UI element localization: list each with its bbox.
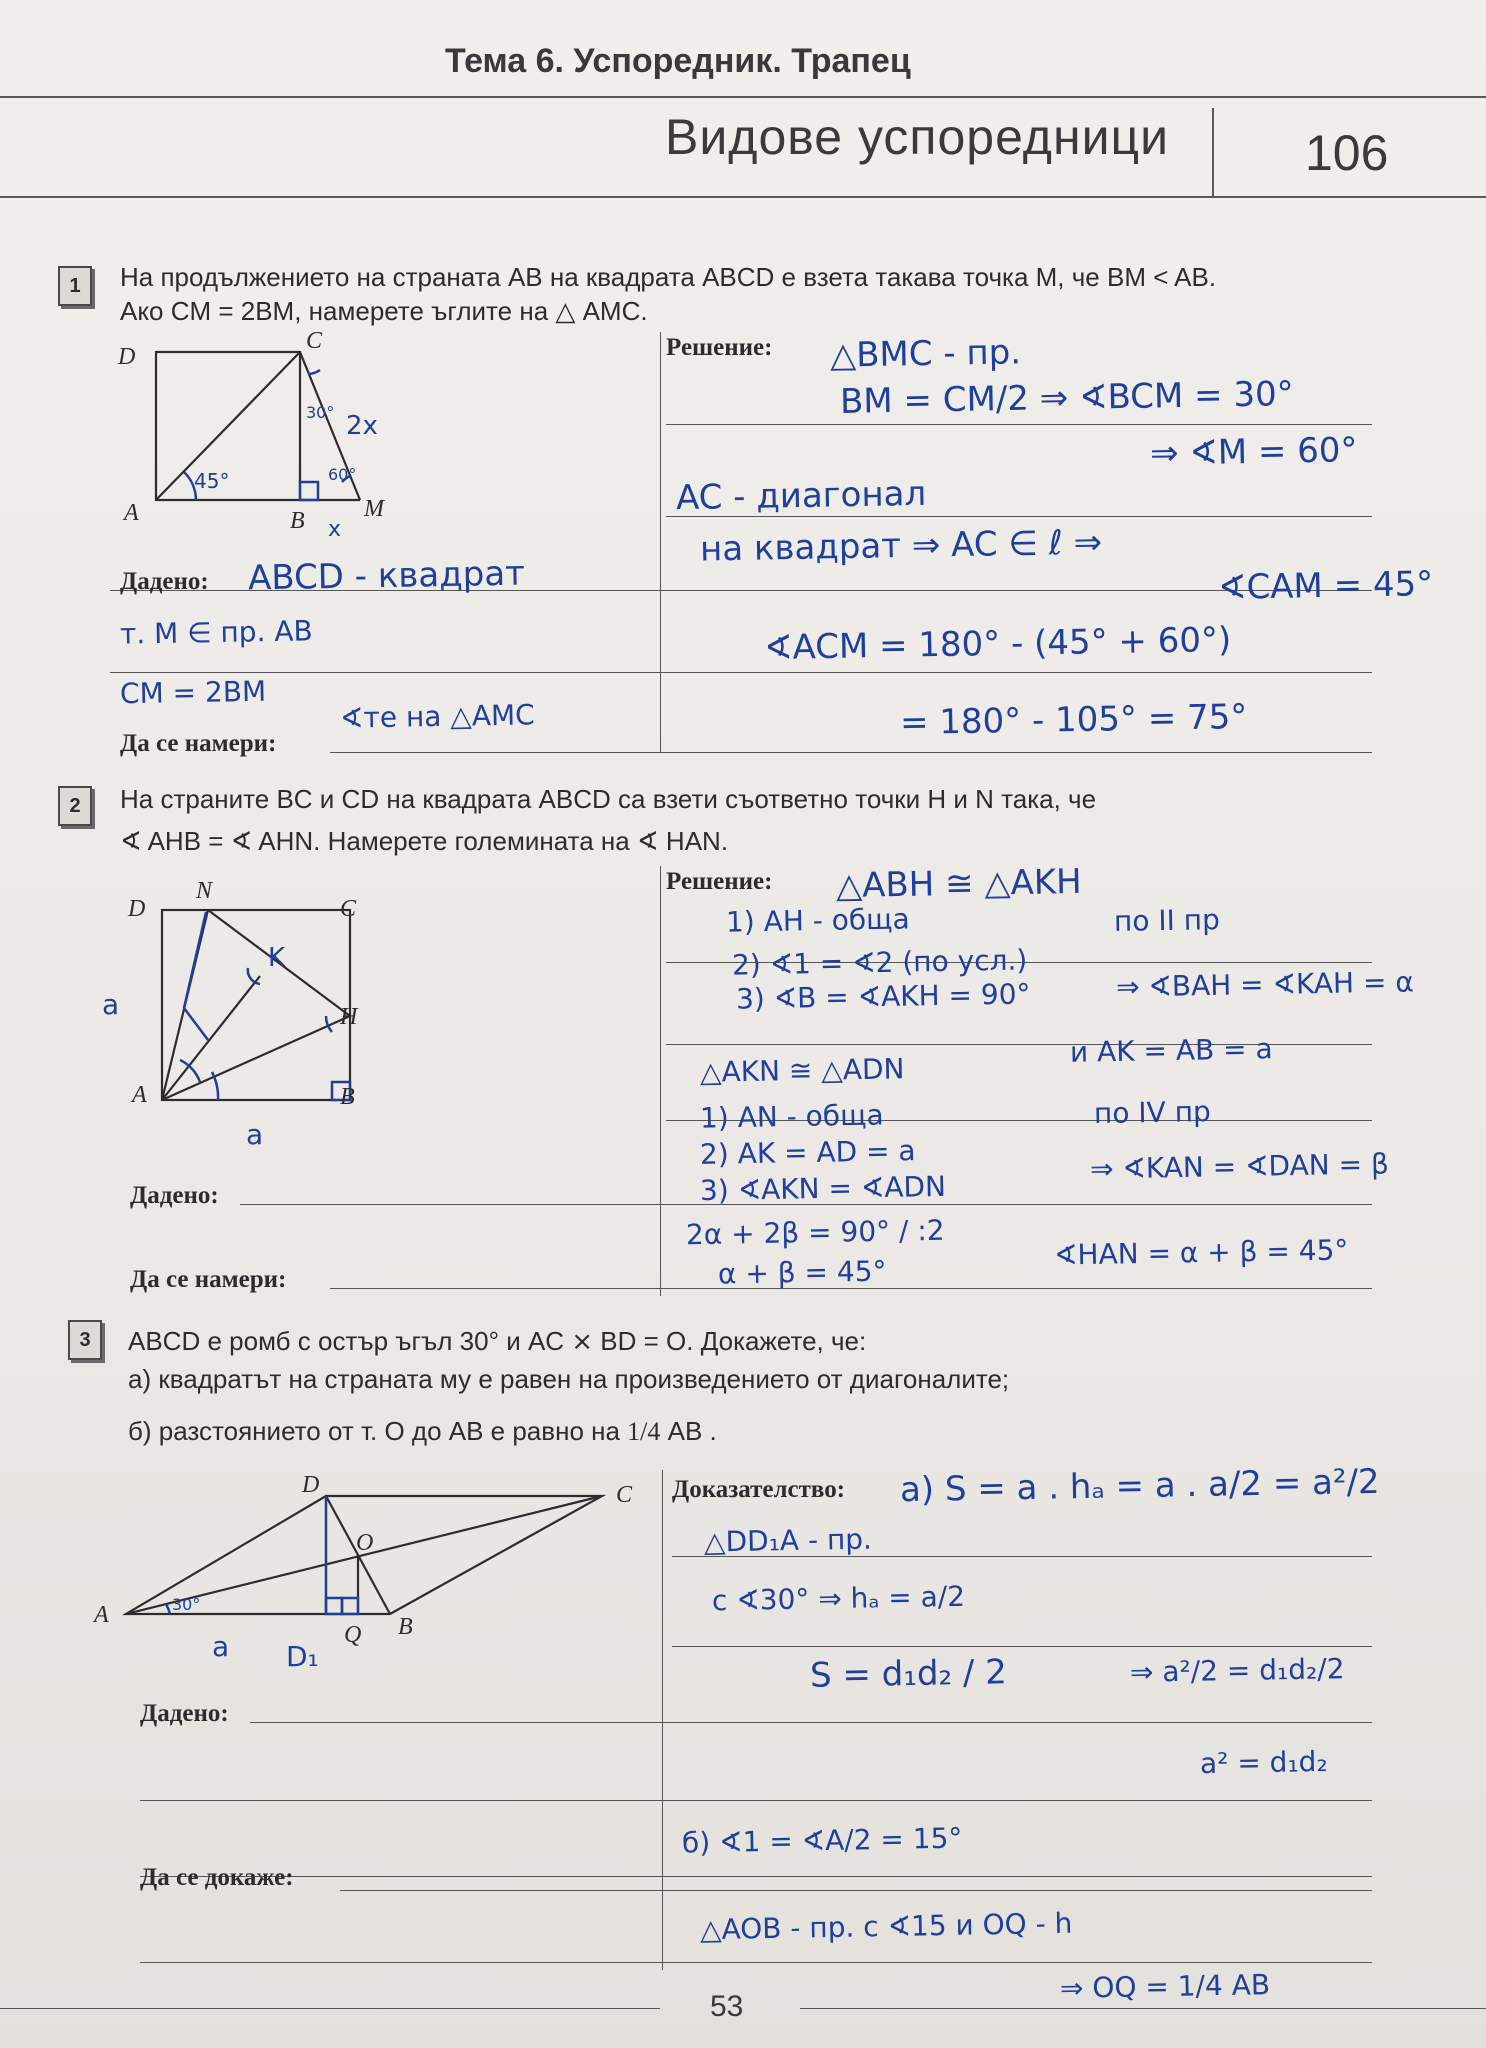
p2-hw-s6: и AK = AB = a	[1069, 1032, 1273, 1069]
fig1-label-A: A	[124, 500, 139, 526]
p2-hw-s8: 1) AN - обща	[699, 1098, 884, 1135]
p2-hw-s5: ⇒ ∢BAH = ∢KAH = α	[1115, 965, 1415, 1004]
p3-rule-3	[250, 1722, 1372, 1723]
topic-title: Тема 6. Успоредник. Трапец	[445, 42, 911, 80]
problem-3-text-line3a: б) разстоянието от т. O до AB е равно на	[128, 1416, 628, 1446]
footer-rule-left	[0, 2008, 660, 2009]
p3-hw-s6: a² = d₁d₂	[1199, 1744, 1328, 1781]
fig2-label-C: C	[340, 896, 357, 922]
header-divider	[1212, 108, 1214, 196]
problem-3-text-line1: ABCD е ромб с остър ъгъл 30° и AC ⨯ BD = O. Докажете, че:	[128, 1326, 867, 1356]
p1-hw-s1: △BMC - пр.	[829, 332, 1022, 376]
p1-hw-s8: = 180° - 105° = 75°	[899, 696, 1248, 744]
problem-3-figure	[90, 1470, 650, 1690]
p1-hw-s2: BM = CM/2 ⇒ ∢BCM = 30°	[839, 374, 1295, 422]
fig1-label-C: C	[306, 328, 323, 354]
p1-hw-f1: ∢те на △AMC	[339, 698, 535, 735]
problem-3-to-prove-label: Да се докаже:	[140, 1864, 294, 1891]
header-top-rule	[0, 96, 1486, 98]
p3-hw-s7: б) ∢1 = ∢A/2 = 15°	[681, 1821, 963, 1860]
fig1-angle-45: 45°	[194, 469, 230, 493]
p3-hw-s8: △AOB - пр. с ∢15 и OQ - h	[699, 1906, 1073, 1947]
p1-hw-s5: на квадрат ⇒ AC ∈ ℓ ⇒	[699, 522, 1103, 570]
p3-rule-2	[672, 1646, 1372, 1647]
p2-hw-s2: 2) ∢1 = ∢2 (по усл.)	[731, 943, 1028, 982]
problem-number-1: 1	[58, 266, 92, 306]
problem-3-text-line3	[128, 1412, 717, 1451]
problem-2-solution-label: Решение:	[666, 868, 773, 895]
p3-hw-s4: S = d₁d₂ / 2	[809, 1652, 1008, 1696]
fig2-label-N: N	[196, 878, 213, 904]
p3-rule-6	[340, 1890, 1372, 1891]
problem-2-given-label: Дадено:	[130, 1182, 219, 1209]
fig1-label-M: M	[364, 496, 384, 522]
p2-hw-s12: ⇒ ∢KAN = ∢DAN = β	[1089, 1147, 1390, 1186]
fig1-x: x	[328, 517, 342, 542]
fig2-label-D: D	[128, 896, 146, 922]
problem-1-text-line2: Ако CM = 2BM, намерете ъглите на △ AMC.	[120, 296, 648, 326]
p1-rule-1	[666, 424, 1372, 425]
p3-rule-5	[140, 1876, 1372, 1877]
fig3-label-a: a	[212, 1630, 230, 1663]
fig2-label-K: K	[268, 943, 286, 973]
p3-hw-s3: c ∢30° ⇒ hₐ = a/2	[711, 1579, 966, 1618]
fig1-60: 60°	[328, 465, 357, 484]
fig3-label-Q: Q	[344, 1622, 362, 1648]
p2-hw-s1: 1) AH - обща	[725, 902, 910, 939]
problem-3-proof-label: Доказателство:	[672, 1476, 846, 1503]
p1-hw-s3: ⇒ ∢M = 60°	[1149, 430, 1358, 474]
p2-hw-s4: по II пр	[1113, 903, 1221, 938]
problem-1-find-label: Да се намери:	[120, 730, 277, 757]
problem-1-text-line1: На продължението на страната AB на квадрата ABCD е взета такава точка M, че BM < AB.	[120, 262, 1217, 292]
problem-3-divider	[662, 1470, 663, 1970]
fig2-label-A: A	[132, 1082, 147, 1108]
footer-rule-right	[800, 2008, 1486, 2009]
p1-hw-g3: CM = 2BM	[119, 674, 267, 711]
fig1-30: 30°	[306, 403, 335, 422]
problem-1-given-label: Дадено:	[120, 568, 209, 595]
problem-2-text-line2: ∢ AHB = ∢ AHN. Намерете големината на ∢ HAN.	[120, 826, 729, 856]
p1-hw-s7: ∢ACM = 180° - (45° + 60°)	[763, 619, 1232, 669]
p1-hw-g1: ABCD - квадрат	[247, 553, 526, 599]
p2-hw-s3: 3) ∢B = ∢AKH = 90°	[735, 977, 1031, 1016]
fig3-label-D: D	[302, 1472, 320, 1498]
lesson-number: 106	[1305, 125, 1389, 181]
p2-hw-s10: 3) ∢AKN = ∢ADN	[699, 1169, 947, 1208]
problem-1-divider	[660, 332, 661, 752]
problem-2-text-line1: На страните BC и CD на квадрата ABCD са взети съответно точки H и N така, че	[120, 784, 1097, 814]
fig2-label-a-bottom: a	[246, 1118, 264, 1151]
fig2-label-B: B	[340, 1084, 355, 1110]
p3-hw-s2: △DD₁A - пр.	[703, 1522, 873, 1559]
p3-hw-s1: а) S = a . hₐ = a . a/2 = a²/2	[899, 1461, 1380, 1511]
header-bottom-rule	[0, 196, 1486, 198]
problem-3-text-line3c: AB .	[660, 1416, 717, 1446]
page-number: 53	[710, 1990, 744, 2023]
p2-hw-s14: α + β = 45°	[717, 1254, 887, 1291]
fig3-label-D1: D₁	[286, 1640, 319, 1673]
problem-number-2: 2	[58, 786, 92, 826]
fig2-label-H: H	[340, 1004, 358, 1030]
p2-hw-s7: △AKN ≅ △ADN	[699, 1052, 905, 1089]
problem-3-text-line2: а) квадратът на страната му е равен на произведението от диагоналите;	[128, 1364, 1010, 1394]
fig3-label-O: O	[356, 1530, 374, 1556]
p2-hw-s13: 2α + 2β = 90° / :2	[685, 1213, 945, 1252]
problem-2-find-label: Да се намери:	[130, 1266, 287, 1293]
p3-rule-4	[140, 1800, 1372, 1801]
fig1-2x: 2x	[346, 411, 378, 441]
p2-hw-s11: по IV пр	[1093, 1094, 1212, 1131]
p1-hw-g2: т. M ∈ пр. AB	[119, 614, 313, 651]
p3-hw-s5: ⇒ a²/2 = d₁d₂/2	[1129, 1652, 1345, 1689]
fig3-label-B: B	[398, 1614, 413, 1640]
problem-number-3: 3	[68, 1320, 102, 1360]
p1-hw-s6: ∢CAM = 45°	[1217, 564, 1434, 608]
problem-3-fraction: 1/4	[627, 1417, 661, 1446]
p2-hw-s0: △ABH ≅ △AKH	[835, 861, 1083, 907]
fig1-label-D: D	[118, 344, 136, 370]
problem-1-solution-label: Решение:	[666, 334, 773, 361]
problem-2-figure	[100, 872, 400, 1162]
fig3-angle-30: 30°	[172, 1595, 201, 1614]
problem-2-divider	[660, 866, 661, 1296]
fig2-label-a-left: a	[102, 988, 120, 1021]
problem-1-figure	[110, 330, 410, 540]
lesson-title: Видове успоредници	[665, 109, 1170, 165]
fig3-label-C: C	[616, 1482, 633, 1508]
fig3-label-A: A	[94, 1602, 109, 1628]
p1-rule-5	[330, 752, 1372, 753]
p2-hw-s15: ∢HAN = α + β = 45°	[1053, 1233, 1349, 1272]
fig1-label-B: B	[290, 508, 305, 534]
p3-rule-7	[140, 1962, 1372, 1963]
p2-hw-s9: 2) AK = AD = a	[699, 1134, 916, 1171]
p1-hw-s4: AC - диагонал	[675, 473, 927, 519]
problem-3-given-label: Дадено:	[140, 1700, 229, 1727]
p1-rule-4	[110, 672, 1372, 673]
p3-hw-s9: ⇒ OQ = 1/4 AB	[1059, 1968, 1271, 2005]
